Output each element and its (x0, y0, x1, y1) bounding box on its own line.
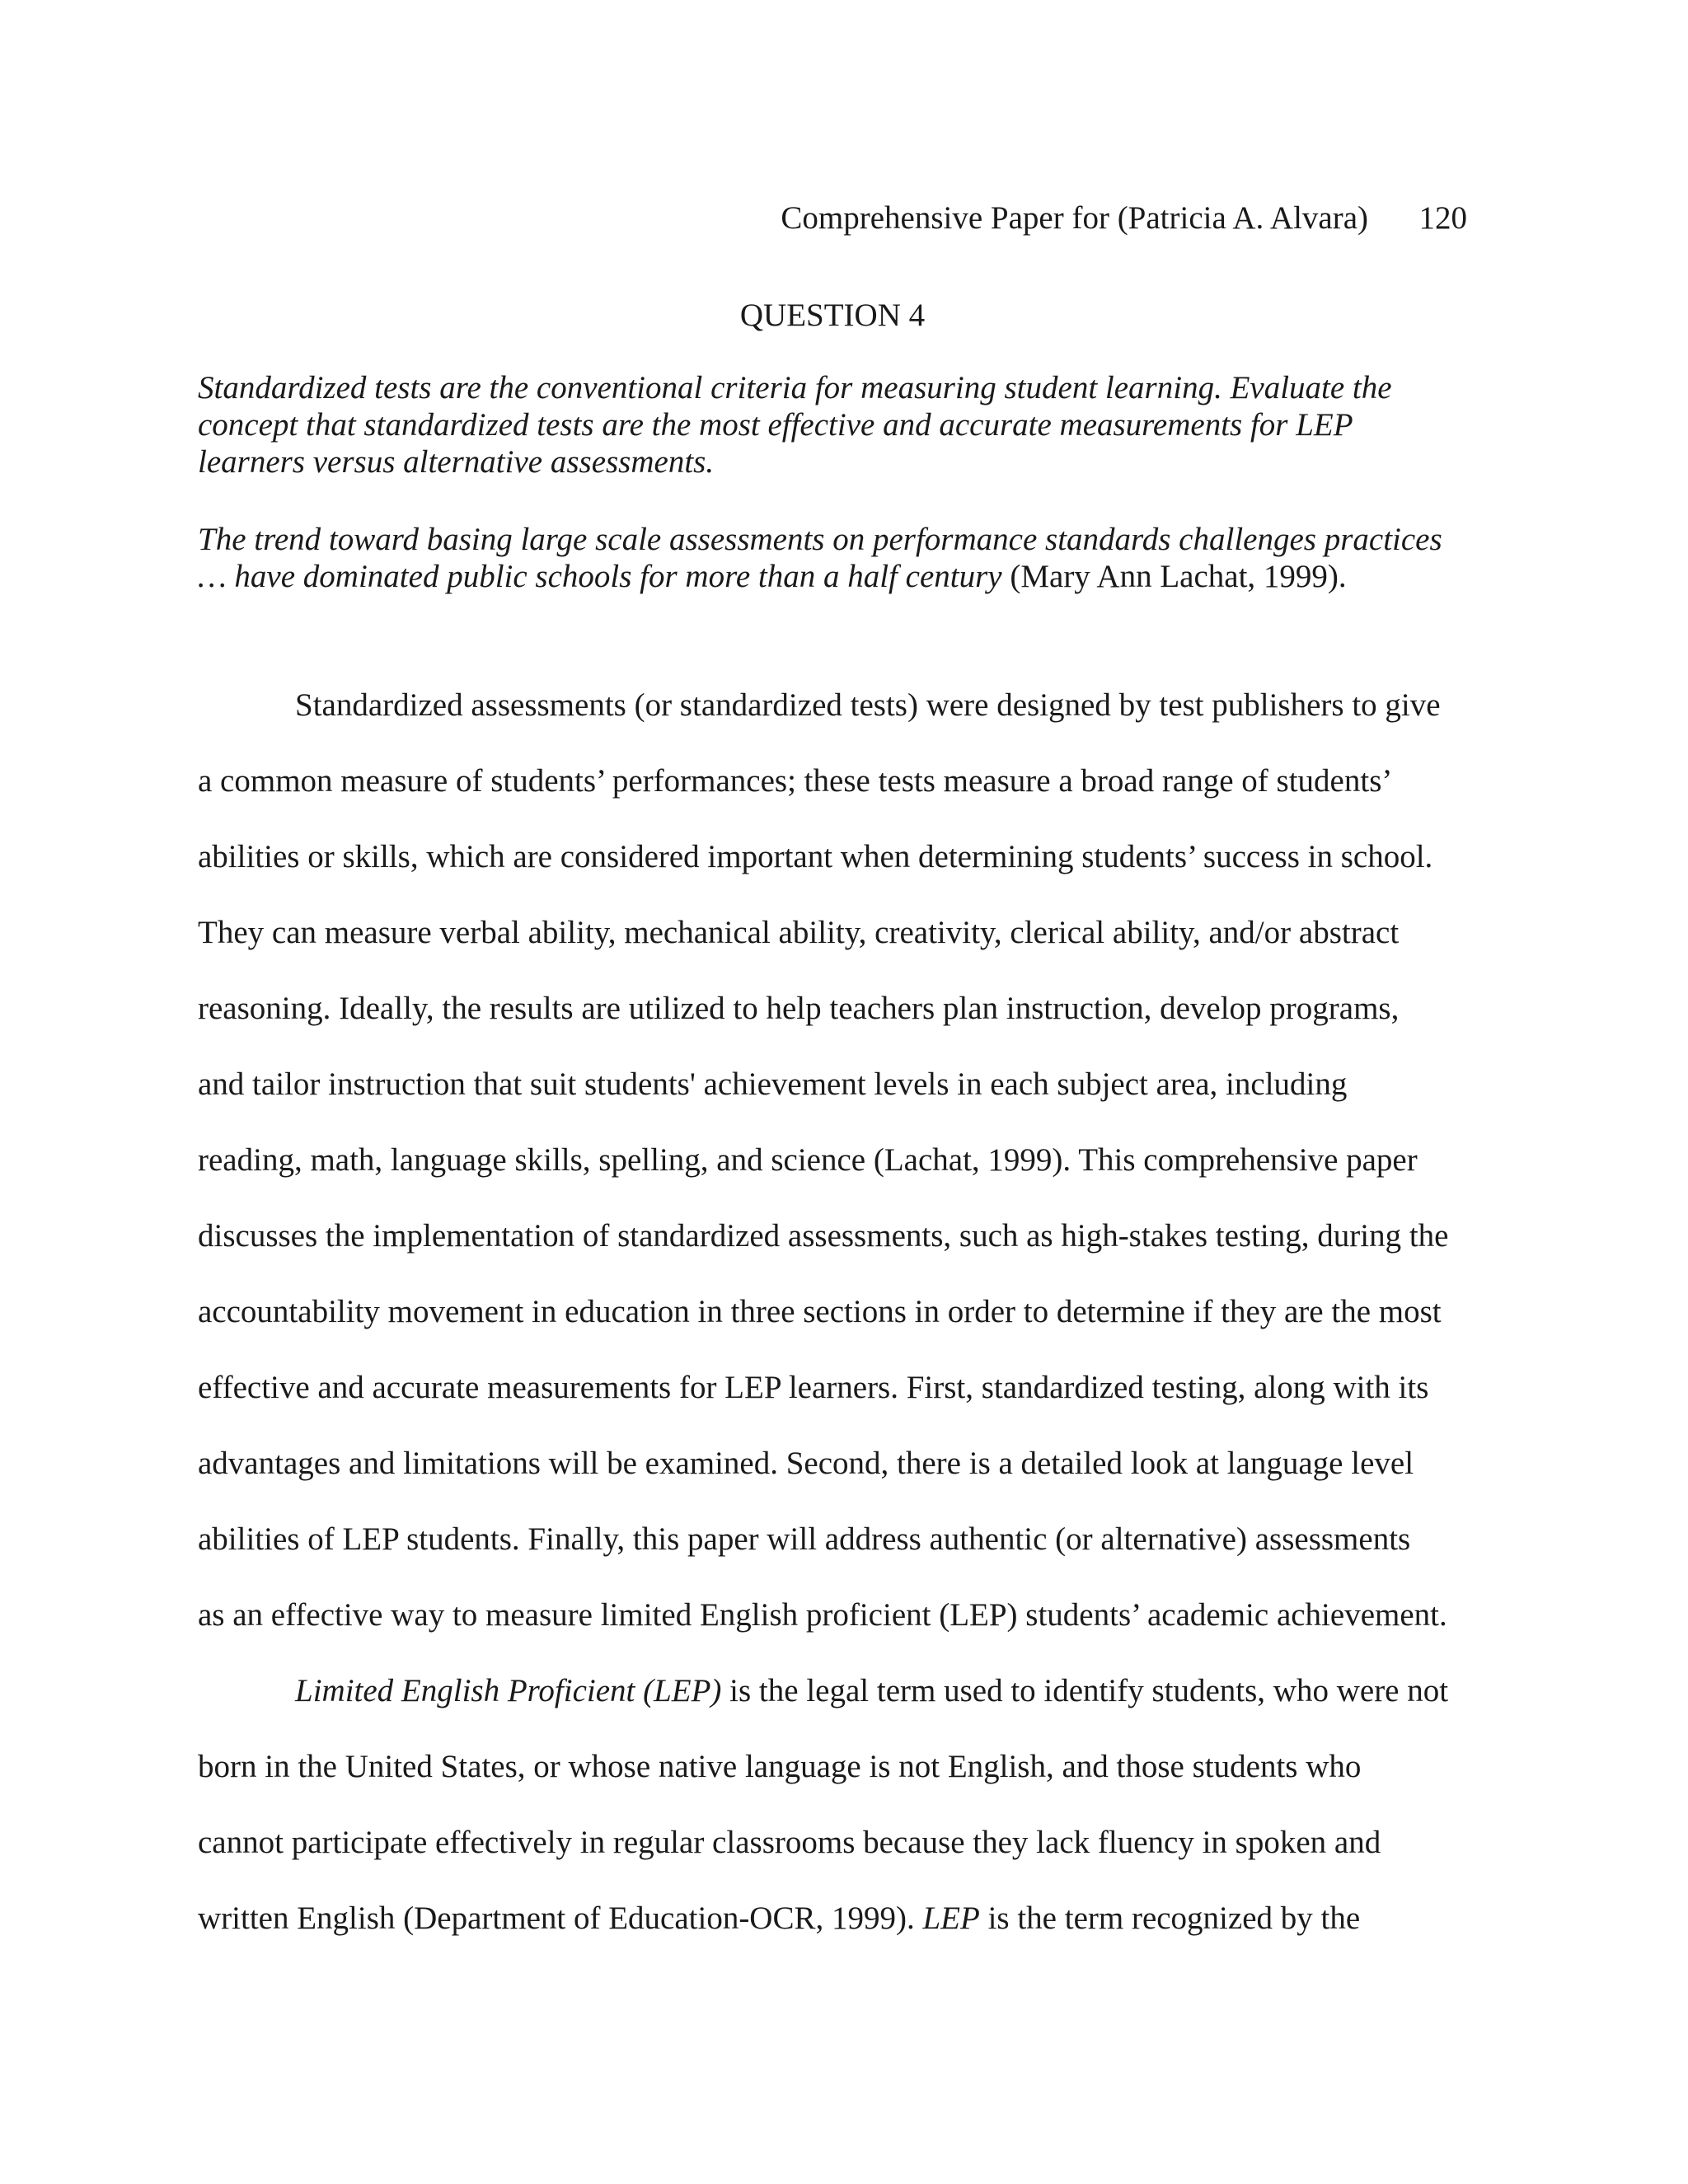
question-line: concept that standardized tests are the most effective and accurate measurements for LEP (198, 407, 1353, 443)
epigraph-line: The trend toward basing large scale assessments on performance standards challenges practices (198, 522, 1442, 557)
paragraph-line: born in the United States, or whose native language is not English, and those students who (198, 1749, 1362, 1784)
epigraph-quote (198, 521, 1484, 595)
question-line: Standardized tests are the conventional criteria for measuring student learning. Evaluate the (198, 370, 1392, 405)
question-line: learners versus alternative assessments. (198, 444, 715, 480)
paragraph-text: is the term recognized by the (979, 1900, 1361, 1936)
paragraph-line: accountability movement in education in three sections in order to determine if they are the most (198, 1294, 1442, 1329)
paragraph-line: abilities of LEP students. Finally, this paper will address authentic (or alternative) assessments (198, 1521, 1411, 1557)
paragraph-text: written English (Department of Education-OCR, 1999). (198, 1900, 923, 1936)
running-head (198, 198, 1467, 239)
question-prompt (198, 369, 1484, 480)
paragraph-line: a common measure of students’ performances; these tests measure a broad range of students’ (198, 763, 1393, 799)
section-heading: QUESTION 4 (739, 298, 926, 333)
paragraph-line: advantages and limitations will be examined. Second, there is a detailed look at language level (198, 1446, 1414, 1481)
paragraph-line: abilities or skills, which are considered important when determining students’ success in school. (198, 839, 1433, 874)
paragraph-text: is the legal term used to identify students, who were not (721, 1673, 1449, 1708)
page-number: 120 (1418, 200, 1467, 236)
paragraph-line: reasoning. Ideally, the results are utilized to help teachers plan instruction, develop programs, (198, 991, 1400, 1026)
body-text (198, 668, 1484, 1957)
running-title: Comprehensive Paper for (Patricia A. Alvara) (781, 200, 1368, 236)
term-lep: LEP (922, 1900, 980, 1936)
paragraph-line: reading, math, language skills, spelling, and science (Lachat, 1999). This comprehensive paper (198, 1142, 1418, 1178)
paragraph-line: Standardized assessments (or standardized tests) were designed by test publishers to give (295, 687, 1441, 723)
epigraph-citation: (Mary Ann Lachat, 1999). (1001, 559, 1347, 594)
paragraph-line: and tailor instruction that suit students' achievement levels in each subject area, including (198, 1066, 1348, 1102)
paragraph-line: cannot participate effectively in regular classrooms because they lack fluency in spoken and (198, 1825, 1381, 1860)
paragraph-line (198, 1881, 1484, 1957)
paragraph-line: as an effective way to measure limited English proficient (LEP) students’ academic achievement. (198, 1597, 1447, 1633)
paragraph-line: discusses the implementation of standardized assessments, such as high-stakes testing, during the (198, 1218, 1449, 1254)
epigraph-line (198, 558, 1484, 595)
paragraph-line: effective and accurate measurements for LEP learners. First, standardized testing, along with its (198, 1370, 1429, 1405)
paragraph-line: They can measure verbal ability, mechanical ability, creativity, clerical ability, and/or abstract (198, 915, 1400, 950)
paragraph-line (198, 1653, 1484, 1729)
epigraph-quote-text: … have dominated public schools for more than a half century (198, 559, 1002, 594)
term-lep-full: Limited English Proficient (LEP) (295, 1673, 722, 1708)
